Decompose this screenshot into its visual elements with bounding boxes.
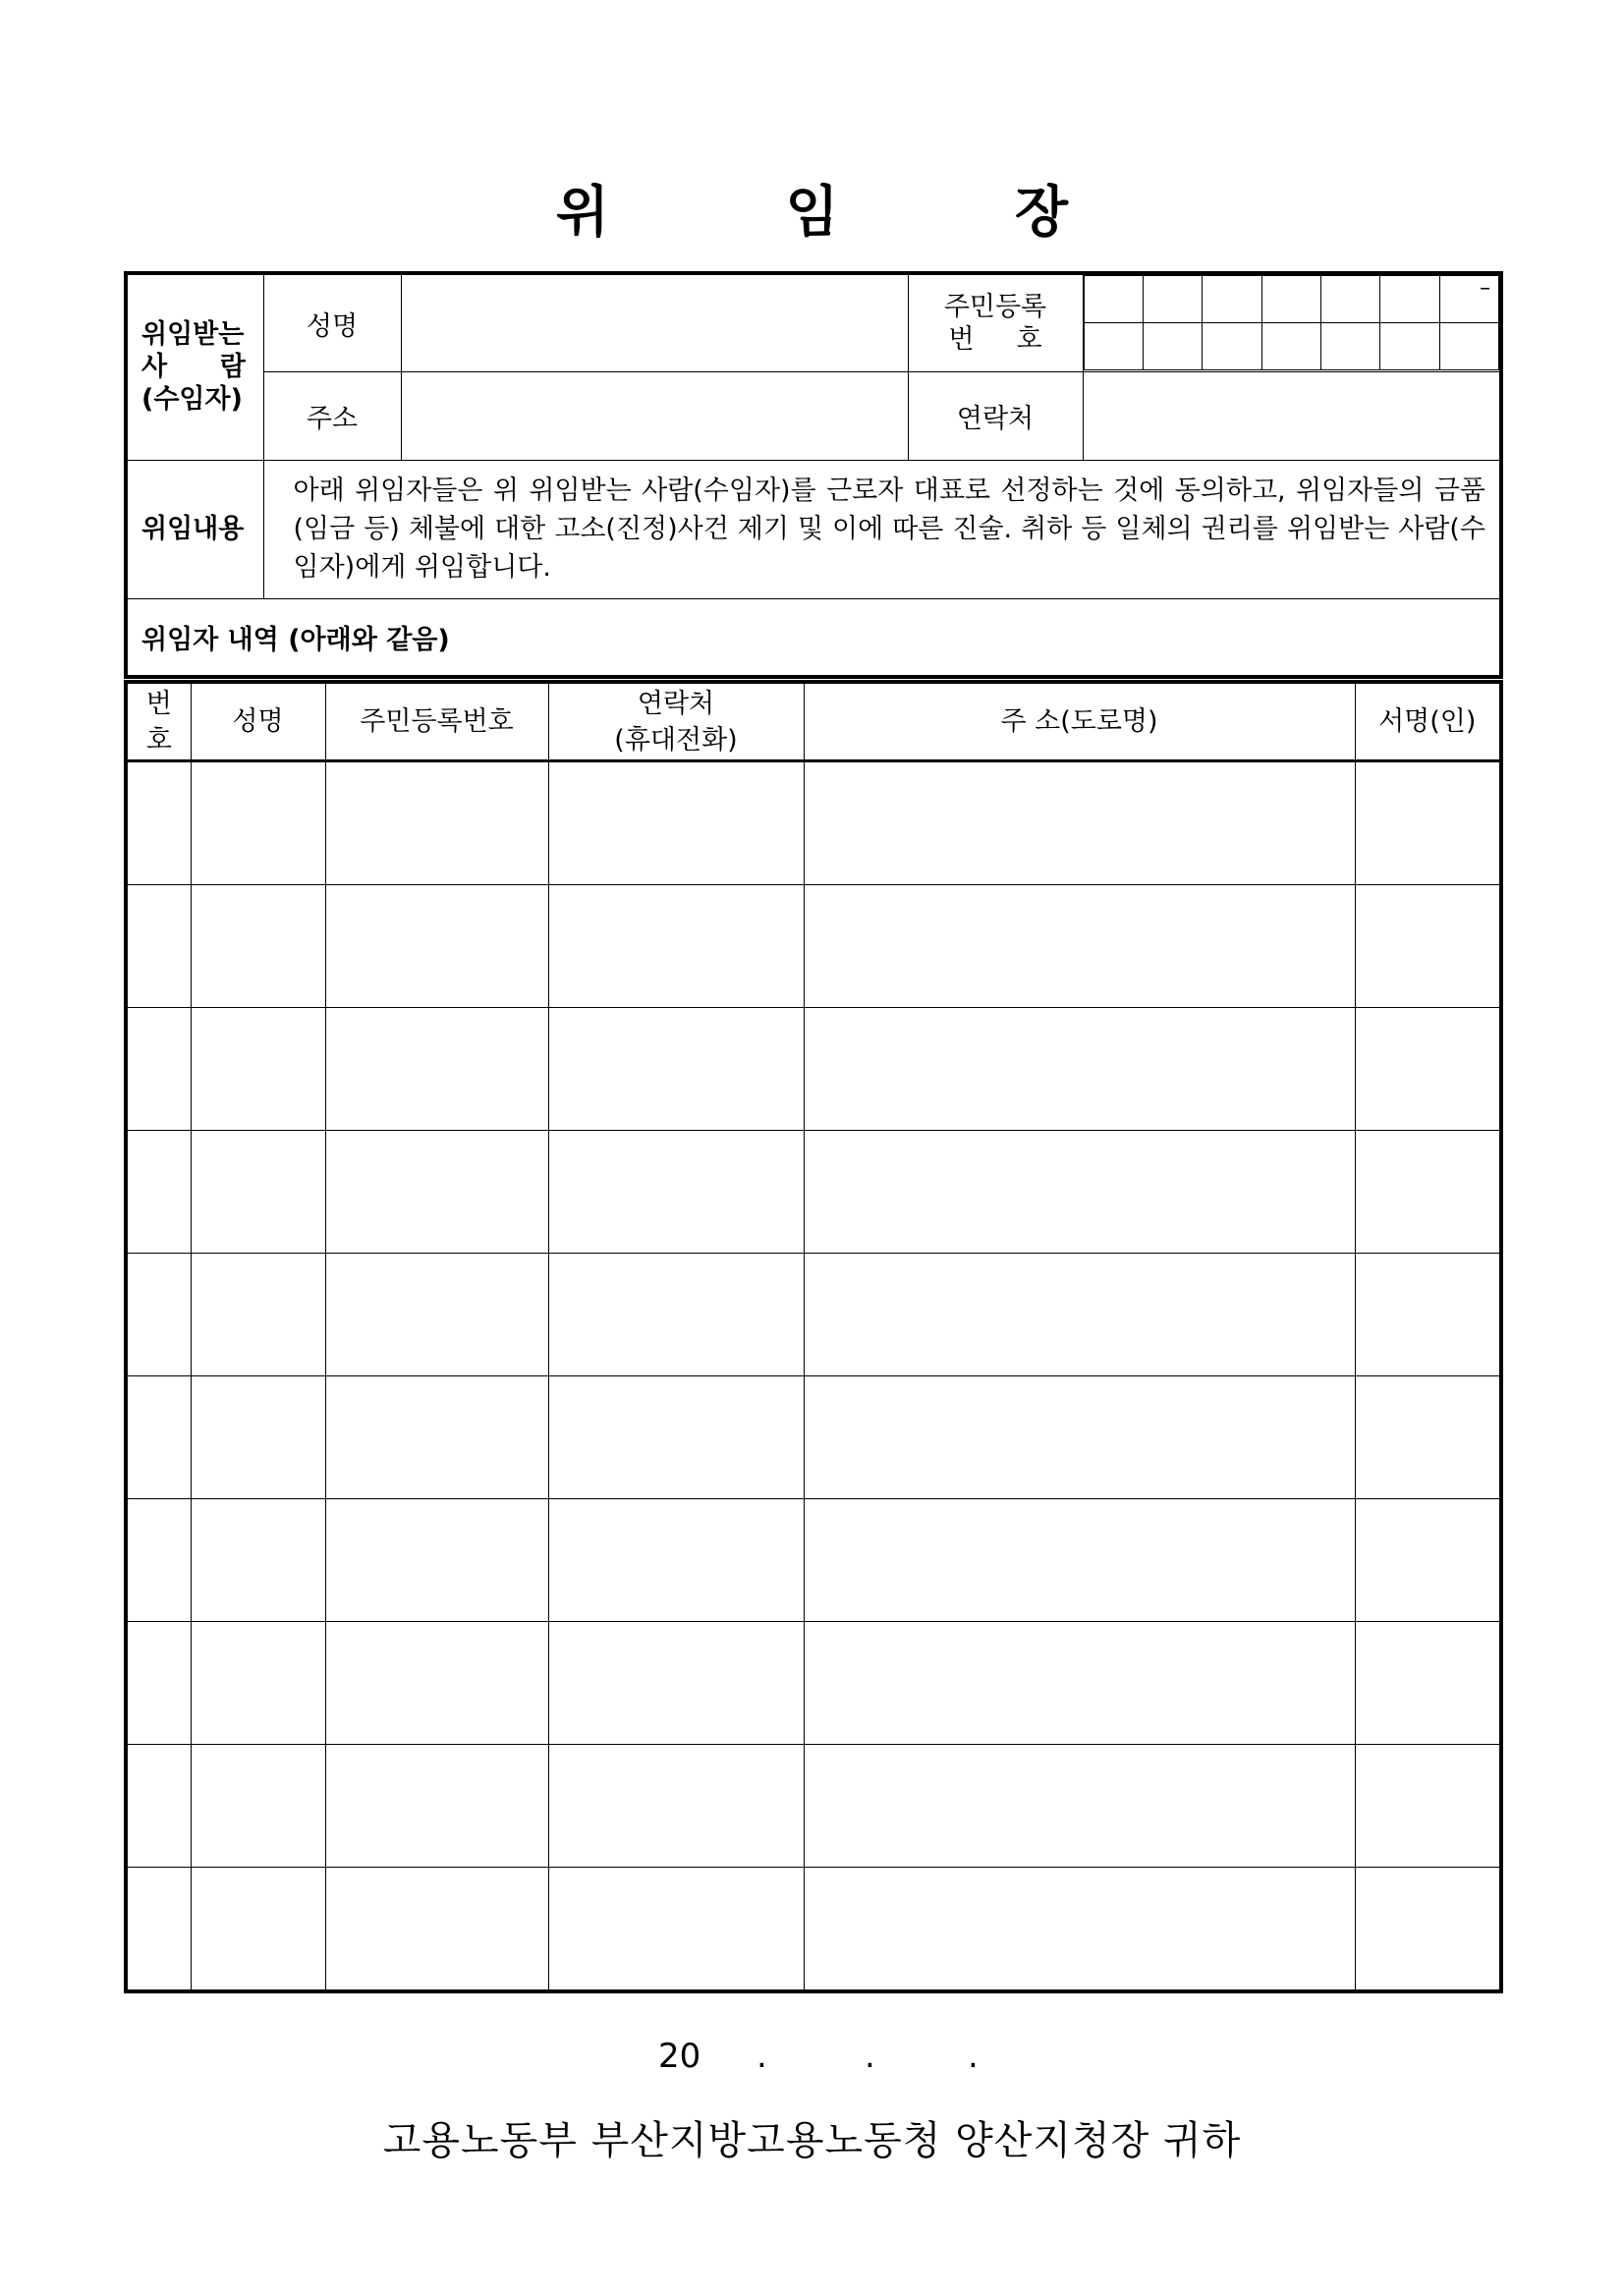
- table-row: [126, 1254, 1501, 1376]
- row-contact-cell[interactable]: [548, 1868, 804, 1992]
- rrn-digit-cell[interactable]: [1143, 276, 1202, 323]
- col-header-contact-line1: 연락처: [637, 688, 715, 719]
- row-number-cell[interactable]: [126, 1131, 191, 1254]
- table-row: [126, 1499, 1501, 1622]
- row-address-cell[interactable]: [804, 1376, 1355, 1499]
- row-name-cell[interactable]: [191, 761, 325, 885]
- col-header-contact: [548, 682, 804, 761]
- row-name-cell[interactable]: [191, 1376, 325, 1499]
- row-address-cell[interactable]: [804, 1622, 1355, 1745]
- row-contact-cell[interactable]: [548, 1008, 804, 1131]
- row-rrn-cell[interactable]: [325, 1254, 548, 1376]
- row-rrn-cell[interactable]: [325, 1376, 548, 1499]
- row-name-cell[interactable]: [191, 1008, 325, 1131]
- row-number-cell[interactable]: [126, 1008, 191, 1131]
- row-address-cell[interactable]: [804, 761, 1355, 885]
- row-contact-cell[interactable]: [548, 1745, 804, 1868]
- row-contact-cell[interactable]: [548, 761, 804, 885]
- delegate-name-label: 성명: [263, 273, 401, 371]
- date-day-dot: .: [968, 2037, 979, 2076]
- table-row: [126, 1622, 1501, 1745]
- table-row: [126, 885, 1501, 1008]
- delegation-label: 위임내용: [126, 460, 263, 598]
- row-signature-cell[interactable]: [1355, 1131, 1501, 1254]
- col-header-number-line1: 번: [145, 688, 172, 719]
- delegate-rrn-label: [908, 273, 1083, 371]
- row-signature-cell[interactable]: [1355, 1376, 1501, 1499]
- delegators-heading: 위임자 내역 (아래와 같음): [126, 598, 1501, 677]
- row-contact-cell[interactable]: [548, 885, 804, 1008]
- delegate-rrn-field[interactable]: [1083, 273, 1501, 371]
- row-contact-cell[interactable]: [548, 1131, 804, 1254]
- delegate-header-line2b: 람: [219, 352, 246, 383]
- row-address-cell[interactable]: [804, 1745, 1355, 1868]
- table-row: [126, 1131, 1501, 1254]
- row-signature-cell[interactable]: [1355, 1008, 1501, 1131]
- rrn-dash-cell: –: [1439, 276, 1498, 323]
- rrn-digit-cell[interactable]: [1320, 276, 1379, 323]
- table-row: [126, 1745, 1501, 1868]
- rrn-digit-cell[interactable]: [1380, 323, 1439, 370]
- row-address-cell[interactable]: [804, 1008, 1355, 1131]
- delegate-address-field[interactable]: [401, 371, 908, 460]
- delegate-header-line1: 위임받는: [141, 319, 245, 351]
- row-rrn-cell[interactable]: [325, 1008, 548, 1131]
- col-header-signature: 서명(인): [1355, 682, 1501, 761]
- delegate-info-table: [124, 271, 1503, 679]
- row-address-cell[interactable]: [804, 885, 1355, 1008]
- table-row: [126, 1376, 1501, 1499]
- row-address-cell[interactable]: [804, 1868, 1355, 1992]
- row-rrn-cell[interactable]: [325, 1868, 548, 1992]
- row-contact-cell[interactable]: [548, 1499, 804, 1622]
- row-number-cell[interactable]: [126, 1868, 191, 1992]
- rrn-digit-cell[interactable]: [1143, 323, 1202, 370]
- row-name-cell[interactable]: [191, 1131, 325, 1254]
- delegate-header-line3: (수임자): [141, 384, 243, 416]
- delegate-rrn-label-line2: 번 호: [948, 323, 1042, 355]
- rrn-digit-cell[interactable]: [1380, 276, 1439, 323]
- delegate-header-line2a: 사: [141, 352, 168, 383]
- rrn-digit-cell[interactable]: [1320, 323, 1379, 370]
- row-number-cell[interactable]: [126, 1745, 191, 1868]
- date-line: [658, 2037, 979, 2076]
- row-signature-cell[interactable]: [1355, 1622, 1501, 1745]
- recipient-line: 고용노동부 부산지방고용노동청 양산지청장 귀하: [382, 2118, 1242, 2163]
- col-header-number-line2: 호: [145, 724, 172, 756]
- col-header-name: 성명: [191, 682, 325, 761]
- row-name-cell[interactable]: [191, 1622, 325, 1745]
- delegate-contact-field[interactable]: [1083, 371, 1501, 460]
- delegate-address-label: 주소: [263, 371, 401, 460]
- rrn-digit-cell[interactable]: [1084, 276, 1143, 323]
- row-rrn-cell[interactable]: [325, 1745, 548, 1868]
- row-signature-cell[interactable]: [1355, 1254, 1501, 1376]
- delegate-header-line2: [141, 351, 246, 383]
- rrn-digit-cell[interactable]: [1261, 323, 1320, 370]
- row-number-cell[interactable]: [126, 761, 191, 885]
- row-rrn-cell[interactable]: [325, 1622, 548, 1745]
- row-address-cell[interactable]: [804, 1499, 1355, 1622]
- col-header-number: [126, 682, 191, 761]
- delegate-header: [126, 273, 263, 460]
- row-rrn-cell[interactable]: [325, 761, 548, 885]
- row-address-cell[interactable]: [804, 1254, 1355, 1376]
- delegate-name-field[interactable]: [401, 273, 908, 371]
- col-header-rrn: 주민등록번호: [325, 682, 548, 761]
- table-row: [126, 761, 1501, 885]
- row-signature-cell[interactable]: [1355, 1868, 1501, 1992]
- delegation-text: 아래 위임자들은 위 위임받는 사람(수임자)를 근로자 대표로 선정하는 것에 동의하고, 위임자들의 금품(임금 등) 체불에 대한 고소(진정)사건 제기 및 이에 따른 진술. 취하 등 일체의 권리를 위임받는 사람(수임자)에게 위임합니다.: [263, 460, 1501, 598]
- row-number-cell[interactable]: [126, 1254, 191, 1376]
- delegate-contact-label: 연락처: [908, 371, 1083, 460]
- date-year[interactable]: 20: [658, 2037, 701, 2076]
- table-row: [126, 1008, 1501, 1131]
- rrn-digit-cell[interactable]: [1084, 323, 1143, 370]
- row-name-cell[interactable]: [191, 1254, 325, 1376]
- row-rrn-cell[interactable]: [325, 1131, 548, 1254]
- row-contact-cell[interactable]: [548, 1254, 804, 1376]
- row-number-cell[interactable]: [126, 1499, 191, 1622]
- row-name-cell[interactable]: [191, 1499, 325, 1622]
- col-header-contact-line2: (휴대전화): [614, 724, 738, 756]
- delegators-table-body: [126, 761, 1501, 1992]
- table-row: [126, 1868, 1501, 1992]
- rrn-digit-cell[interactable]: [1203, 323, 1261, 370]
- row-signature-cell[interactable]: [1355, 1499, 1501, 1622]
- date-month-dot: .: [865, 2037, 875, 2076]
- rrn-digit-cell[interactable]: [1261, 276, 1320, 323]
- row-rrn-cell[interactable]: [325, 1499, 548, 1622]
- row-number-cell[interactable]: [126, 1622, 191, 1745]
- row-number-cell[interactable]: [126, 1376, 191, 1499]
- row-name-cell[interactable]: [191, 1868, 325, 1992]
- row-contact-cell[interactable]: [548, 1376, 804, 1499]
- date-year-dot: .: [756, 2037, 767, 2076]
- row-name-cell[interactable]: [191, 885, 325, 1008]
- delegators-table: [124, 680, 1503, 1993]
- row-contact-cell[interactable]: [548, 1622, 804, 1745]
- rrn-digit-grid: [1084, 275, 1500, 370]
- row-signature-cell[interactable]: [1355, 885, 1501, 1008]
- document-title: 위 임 장: [555, 181, 1148, 245]
- row-name-cell[interactable]: [191, 1745, 325, 1868]
- delegate-rrn-label-line1: 주민등록: [943, 291, 1047, 322]
- row-rrn-cell[interactable]: [325, 885, 548, 1008]
- row-signature-cell[interactable]: [1355, 1745, 1501, 1868]
- col-header-address: 주 소(도로명): [804, 682, 1355, 761]
- rrn-digit-cell[interactable]: [1203, 276, 1261, 323]
- row-signature-cell[interactable]: [1355, 761, 1501, 885]
- rrn-digit-cell[interactable]: [1439, 323, 1498, 370]
- row-number-cell[interactable]: [126, 885, 191, 1008]
- row-address-cell[interactable]: [804, 1131, 1355, 1254]
